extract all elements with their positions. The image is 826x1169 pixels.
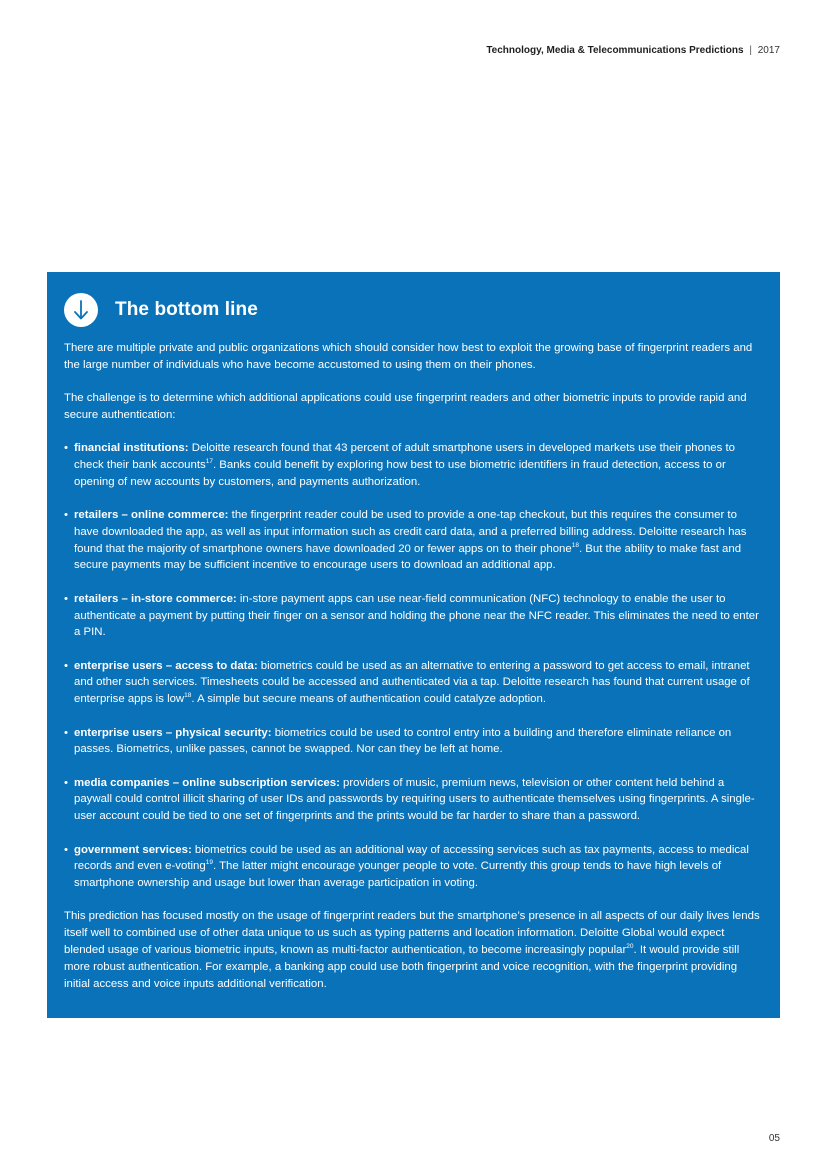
arrow-down-icon (64, 293, 98, 327)
list-item-lead: government services: (74, 843, 192, 856)
list-item-text: biometrics could be used as an additional way of accessing services such as tax payments, access to medical records and even e-voting (74, 843, 749, 873)
list-item-text: . But the ability to make fast and secure payments may be sufficient incentive to encourage users to download an additional app. (74, 542, 742, 572)
intro-paragraph: There are multiple private and public organizations which should consider how best to exploit the growing base of fingerprint readers and the large number of individuals who have become accustomed to using them on their phones. (64, 342, 753, 371)
panel-header (64, 290, 763, 330)
list-item (64, 440, 763, 490)
page-number: 05 (768, 1133, 780, 1144)
closing-text: . It would provide still more robust authentication. For example, a banking app could use both fingerprint and voice recognition, with the fingerprint providing initial access and voice inputs additional verification. (64, 944, 740, 990)
list-item-text: . Banks could benefit by exploring how best to use biometric identifiers in fraud detection, access to or opening of new accounts by customers, and payments authorization. (74, 458, 726, 488)
list-item-lead: media companies – online subscription services: (74, 776, 340, 789)
footnote-ref: 20 (626, 943, 634, 951)
list-item-lead: retailers – in-store commerce: (74, 592, 237, 605)
running-header (486, 45, 780, 56)
footnote-ref: 19 (205, 859, 213, 867)
bullet-dot: • (64, 659, 68, 672)
challenge-paragraph: The challenge is to determine which additional applications could use fingerprint readers and other biometric inputs to provide rapid and secure authentication: (64, 392, 747, 421)
list-item-text: . A simple but secure means of authentication could catalyze adoption. (191, 693, 547, 706)
list-item (64, 507, 763, 574)
report-year: 2017 (757, 45, 780, 56)
list-item-text: Deloitte research found that 43 percent of adult smartphone users in developed markets use their phones to check their bank accounts (74, 442, 735, 471)
panel-title: The bottom line (115, 298, 258, 320)
footnote-ref: 18 (184, 692, 192, 700)
list-item (64, 775, 763, 825)
bullet-dot: • (64, 592, 68, 605)
bullet-dot: • (64, 726, 68, 739)
list-item (64, 591, 763, 641)
footnote-ref: 17 (205, 457, 213, 465)
bullet-dot: • (64, 509, 68, 522)
bullet-dot: • (64, 776, 68, 789)
application-list (64, 440, 763, 892)
list-item-text: in-store payment apps can use near-field communication (NFC) technology to enable the user to authenticate a payment by putting their finger on a sensor and holding the phone near the NFC reader. This eliminates the need to enter a PIN. (74, 592, 759, 639)
bullet-dot: • (64, 442, 68, 455)
list-item-text: biometrics could be used to control entry into a building and therefore eliminate reliance on passes. Biometrics, unlike passes, cannot be swapped. Nor can they be left at home. (74, 726, 732, 756)
closing-text: This prediction has focused mostly on the usage of fingerprint readers but the smartphone’s presence in all aspects of our daily lives lends itself well to combined use of other data unique to us such as typing patterns and location information. Deloitte Global would expect blended usage of various biometric inputs, known as multi-factor authentication, to become increasingly popular (64, 910, 760, 957)
report-title: Technology, Media & Telecommunications Predictions (486, 45, 744, 56)
list-item-text: biometrics could be used as an alternative to entering a password to get access to email, intranet and other such services. Timesheets could be accessed and authenticated via a tap. Deloitte research has found that current usage of enterprise apps is low (74, 659, 750, 706)
list-item-text: the fingerprint reader could be used to provide a one-tap checkout, but this requires the consumer to have downloaded the app, as well as input information such as credit card data, and a preferred billing address. Deloitte research has found that the majority of smartphone owners have downloaded 20 or fewer apps on to their phone (74, 509, 747, 555)
list-item (64, 725, 763, 759)
header-separator: | (749, 45, 752, 56)
list-item (64, 658, 763, 708)
list-item-lead: retailers – online commerce: (74, 509, 229, 522)
list-item-text: . The latter might encourage younger people to vote. Currently this group tends to have high levels of smartphone ownership and usage but lower than average participation in voting. (74, 860, 722, 890)
bottom-line-panel (47, 272, 780, 1018)
list-item-text: providers of music, premium news, television or other content held behind a paywall could control illicit sharing of user IDs and passwords by requiring users to authenticate themselves using fingerprints. A single-user account could be tied to one set of fingerprints and the prints would be far harder to share than a password. (74, 776, 755, 823)
closing-paragraph (64, 908, 763, 992)
list-item-lead: enterprise users – physical security: (74, 726, 272, 739)
list-item-lead: enterprise users – access to data: (74, 659, 258, 672)
list-item-lead: financial institutions: (74, 442, 189, 455)
bullet-dot: • (64, 843, 68, 856)
list-item (64, 842, 763, 892)
footnote-ref: 18 (571, 541, 579, 549)
